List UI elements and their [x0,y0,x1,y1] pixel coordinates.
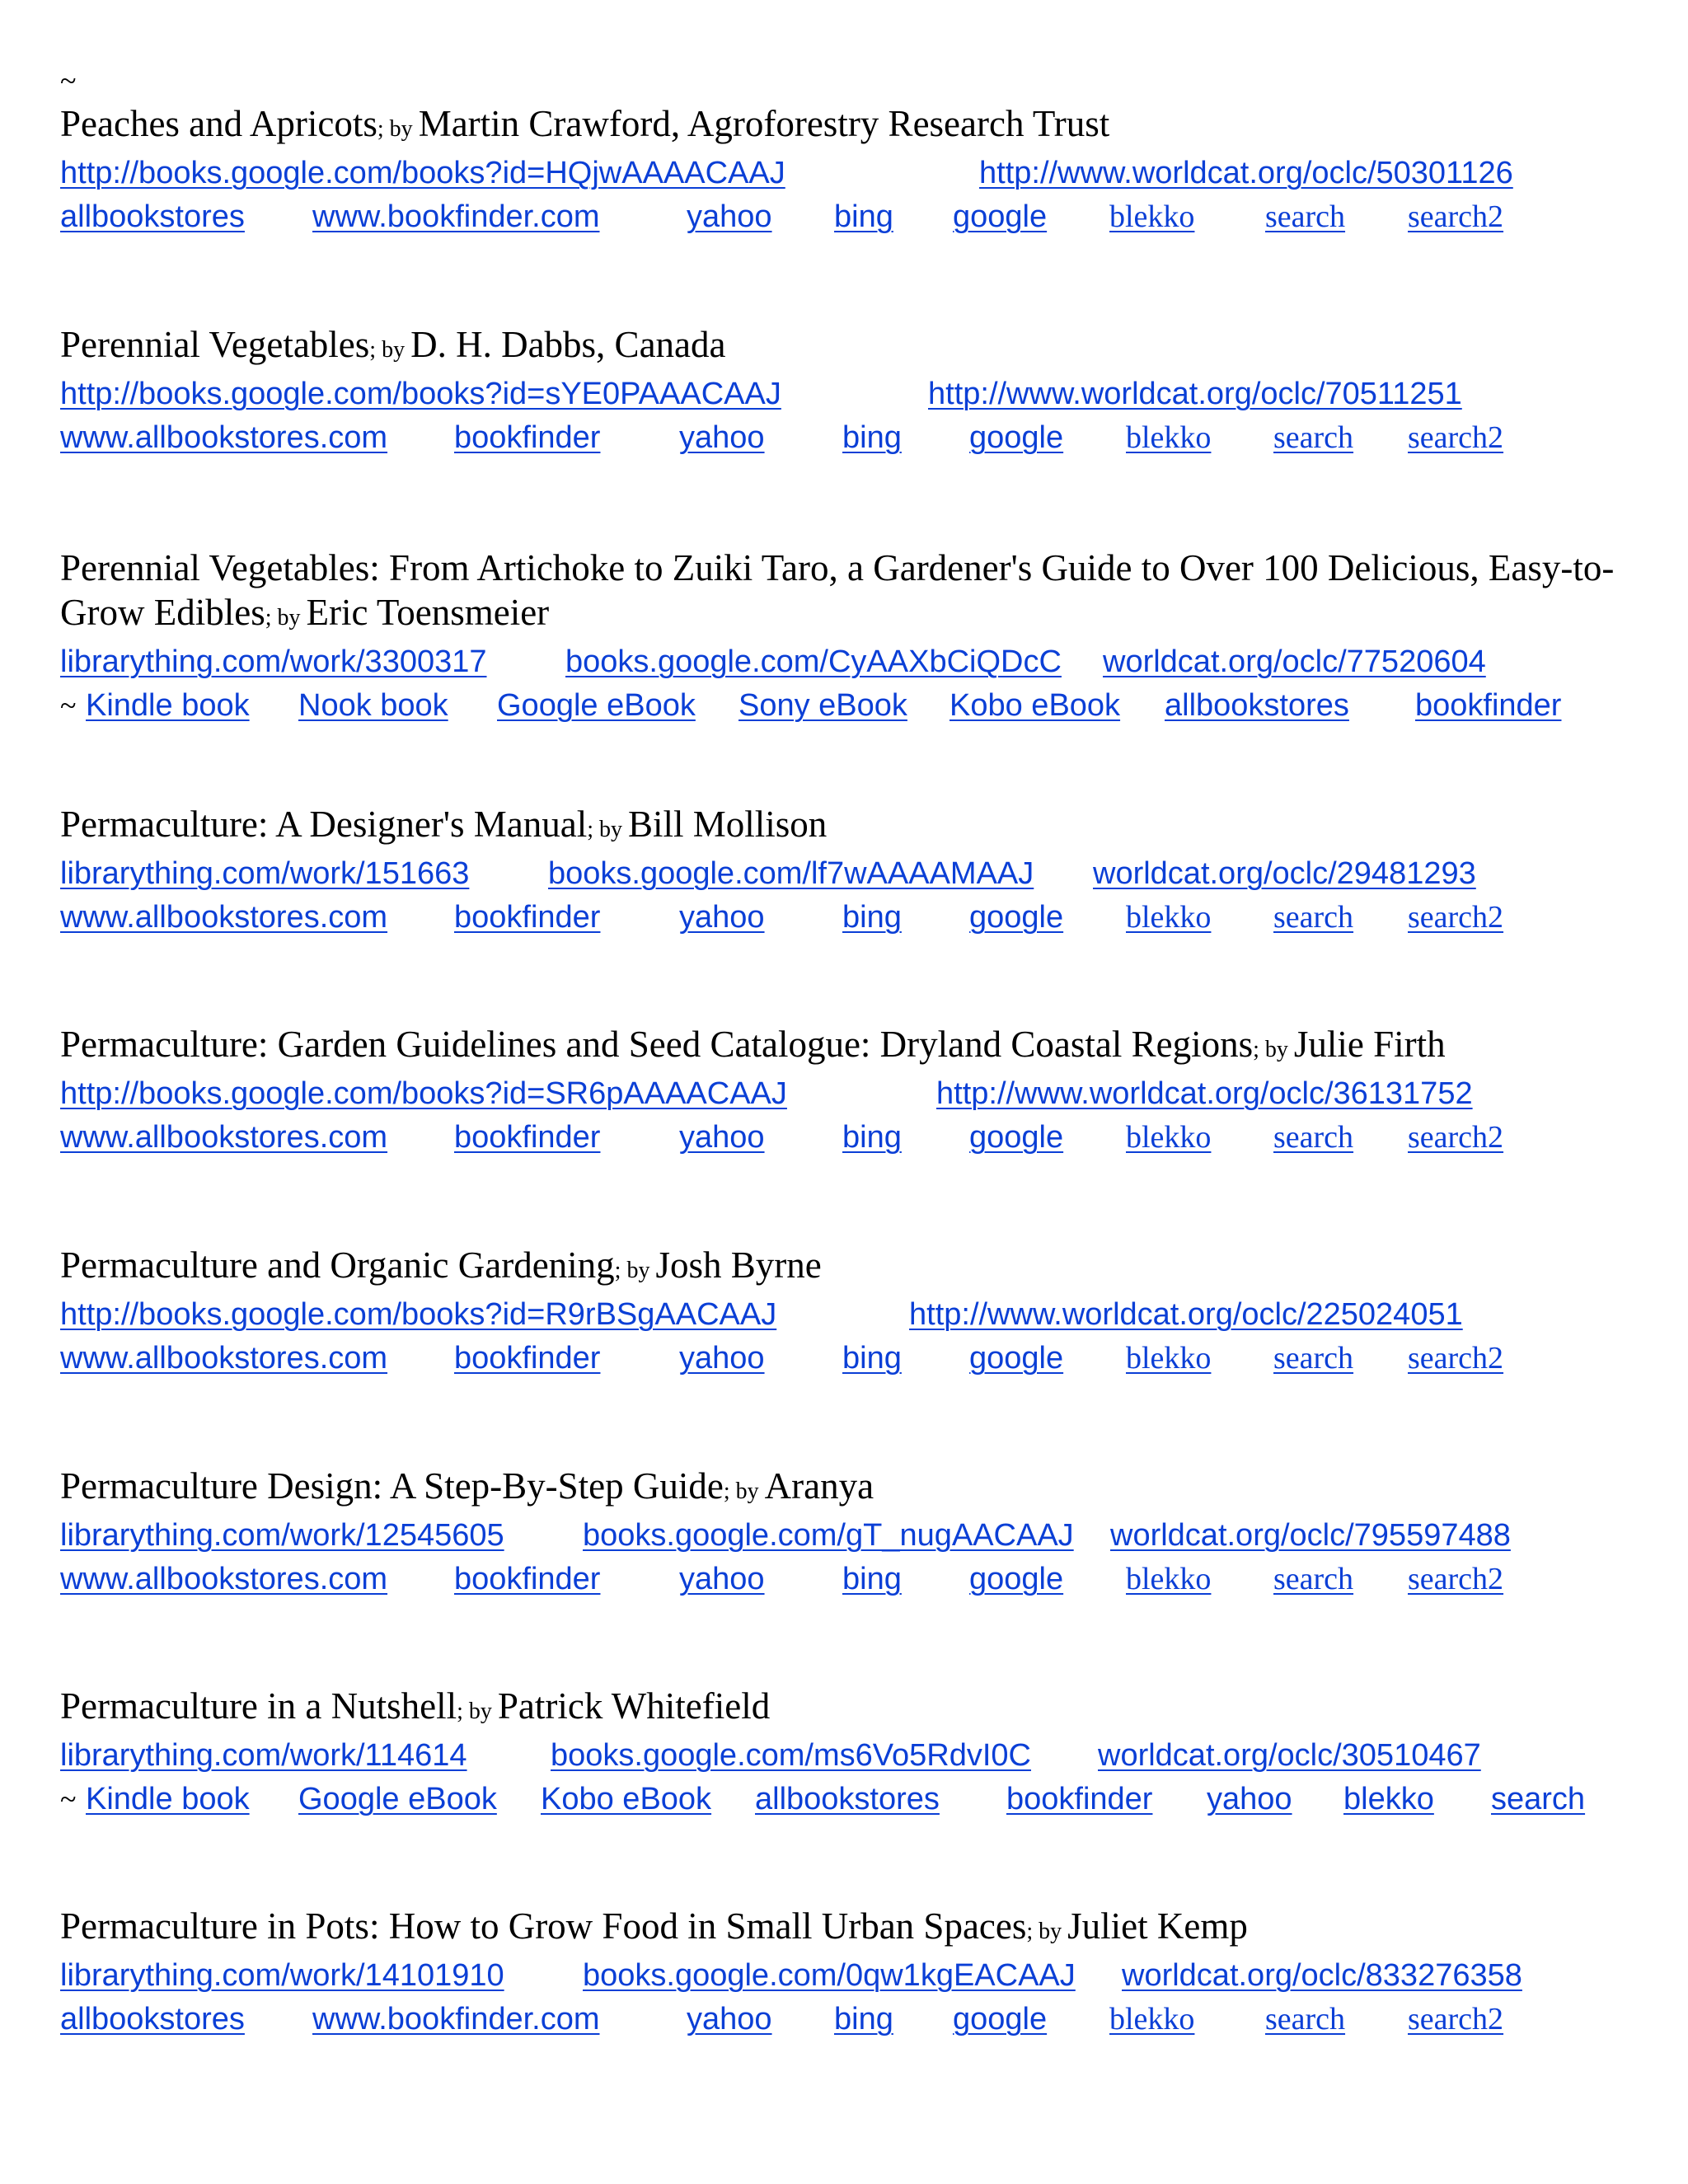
blekko-link[interactable]: blekko [1126,900,1212,935]
book-entry [60,1243,1634,1380]
bookfinder-link[interactable]: bookfinder [454,1562,601,1596]
worldcat-link[interactable]: http://www.worldcat.org/oclc/70511251 [928,377,1462,411]
book-title-line [60,802,1634,852]
by-label: ; by [1253,1037,1294,1062]
allbookstores-link[interactable]: allbookstores [1165,688,1349,723]
google-link[interactable]: google [969,1120,1064,1155]
bookfinder-link[interactable]: bookfinder [454,1120,601,1155]
search-link[interactable]: search [1273,1341,1354,1376]
search2-link[interactable]: search2 [1408,2002,1504,2036]
blekko-link[interactable]: blekko [1109,2002,1195,2036]
kobo-ebook-link[interactable]: Kobo eBook [541,1782,712,1816]
google-books-link[interactable]: books.google.com/lf7wAAAAMAAJ [548,856,1034,891]
search2-link[interactable]: search2 [1408,1120,1504,1155]
allbookstores-link[interactable]: allbookstores [755,1782,940,1816]
book-author: Juliet Kemp [1067,1905,1248,1947]
search-link[interactable]: search [1273,900,1354,935]
google-link[interactable]: google [969,420,1064,455]
google-books-link[interactable]: http://books.google.com/books?id=HQjwAAAACAAJ [60,156,785,190]
catalog-links-row [60,640,1634,684]
book-title-line [60,322,1634,373]
google-books-link[interactable]: books.google.com/gT_nugAACAAJ [583,1518,1074,1553]
book-entry [60,802,1634,940]
store-links-row [60,416,1634,460]
bookfinder-link[interactable]: bookfinder [454,900,601,935]
worldcat-link[interactable]: http://www.worldcat.org/oclc/225024051 [909,1297,1463,1332]
bing-link[interactable]: bing [842,1562,902,1596]
bing-link[interactable]: bing [834,199,893,234]
book-entry [60,1022,1634,1160]
by-label: ; by [723,1479,765,1504]
by-label: ; by [377,116,419,142]
bing-link[interactable]: bing [834,2002,893,2036]
book-title: Permaculture Design: A Step-By-Step Guide [60,1465,724,1507]
tilde-marker: ~ [60,689,77,722]
allbookstores-link[interactable]: allbookstores [60,199,245,234]
book-entry [60,1904,1634,2041]
yahoo-link[interactable]: yahoo [679,420,765,455]
librarything-link[interactable]: librarything.com/work/114614 [60,1738,467,1773]
book-title-line [60,1904,1634,1954]
worldcat-link[interactable]: http://www.worldcat.org/oclc/50301126 [979,156,1513,190]
book-author: D. H. Dabbs, Canada [410,324,726,365]
catalog-links-row [60,1072,1634,1116]
yahoo-link[interactable]: yahoo [1207,1782,1292,1816]
worldcat-link[interactable]: worldcat.org/oclc/795597488 [1110,1518,1511,1553]
search-link[interactable]: search [1273,420,1354,455]
search2-link[interactable]: search2 [1408,900,1504,935]
book-entry [60,322,1634,460]
store-links-row [60,1116,1634,1160]
store-links-row [60,1337,1634,1380]
book-entry [60,546,1634,728]
yahoo-link[interactable]: yahoo [687,199,772,234]
bing-link[interactable]: bing [842,420,902,455]
librarything-link[interactable]: librarything.com/work/3300317 [60,644,487,679]
store-links-row [60,195,1634,239]
store-links-row [60,1558,1634,1601]
bing-link[interactable]: bing [842,900,902,935]
librarything-link[interactable]: librarything.com/work/12545605 [60,1518,504,1553]
worldcat-link[interactable]: worldcat.org/oclc/29481293 [1093,856,1476,891]
book-title-line [60,1022,1634,1072]
book-title: Permaculture in Pots: How to Grow Food in Small Urban Spaces [60,1905,1027,1947]
yahoo-link[interactable]: yahoo [679,1341,765,1376]
bookfinder-link[interactable]: bookfinder [454,420,601,455]
bookfinder-link[interactable]: bookfinder [454,1341,601,1376]
store-links-row [60,896,1634,940]
book-entry [60,101,1634,239]
book-author: Patrick Whitefield [497,1685,771,1727]
kindle-book-link[interactable]: Kindle book [86,688,250,723]
book-title: Permaculture: A Designer's Manual [60,804,588,845]
book-title: Permaculture: Garden Guidelines and Seed Catalogue: Dryland Coastal Regions [60,1024,1254,1065]
bing-link[interactable]: bing [842,1120,902,1155]
blekko-link[interactable]: blekko [1126,420,1212,455]
book-author: Eric Toensmeier [306,592,550,633]
search-link[interactable]: search [1265,2002,1346,2036]
allbookstores-link[interactable]: www.allbookstores.com [60,1341,388,1376]
google-link[interactable]: google [969,900,1064,935]
book-author: Bill Mollison [628,804,828,845]
bookfinder-link[interactable]: bookfinder [1415,688,1562,723]
kobo-ebook-link[interactable]: Kobo eBook [950,688,1121,723]
nook-book-link[interactable]: Nook book [298,688,448,723]
book-title-line [60,1684,1634,1734]
book-author: Julie Firth [1293,1024,1446,1065]
allbookstores-link[interactable]: allbookstores [60,2002,245,2036]
bookfinder-link[interactable]: www.bookfinder.com [312,199,600,234]
google-books-link[interactable]: http://books.google.com/books?id=sYE0PAAACAAJ [60,377,781,411]
tilde-marker: ~ [60,1783,77,1816]
blekko-link[interactable]: blekko [1343,1782,1434,1816]
search-link[interactable]: search [1491,1782,1586,1816]
by-label: ; by [1026,1919,1068,1944]
book-author: Aranya [764,1465,874,1507]
kindle-book-link[interactable]: Kindle book [86,1782,250,1816]
allbookstores-link[interactable]: www.allbookstores.com [60,900,388,935]
google-ebook-link[interactable]: Google eBook [298,1782,497,1816]
yahoo-link[interactable]: yahoo [679,900,765,935]
by-label: ; by [369,337,411,363]
blekko-link[interactable]: blekko [1109,199,1195,234]
google-books-link[interactable]: books.google.com/ms6Vo5RdvI0C [551,1738,1031,1773]
book-title: Perennial Vegetables: From Artichoke to Zuiki Taro, a Gardener's Guide to Over 100 Delicious, Easy-to-Grow Edibles [60,547,1615,633]
by-label: ; by [457,1699,498,1724]
top-tilde-marker: ~ [60,64,77,97]
book-title: Peaches and Apricots [60,103,377,144]
book-title-line [60,101,1634,152]
search2-link[interactable]: search2 [1408,1562,1504,1596]
book-title: Perennial Vegetables [60,324,370,365]
worldcat-link[interactable]: worldcat.org/oclc/833276358 [1122,1958,1522,1993]
allbookstores-link[interactable]: www.allbookstores.com [60,420,388,455]
ebook-links-row [60,684,1634,728]
yahoo-link[interactable]: yahoo [679,1120,765,1155]
search2-link[interactable]: search2 [1408,420,1504,455]
catalog-links-row [60,852,1634,896]
google-books-link[interactable]: http://books.google.com/books?id=R9rBSgAACAAJ [60,1297,777,1332]
google-books-link[interactable]: books.google.com/0qw1kgEACAAJ [583,1958,1076,1993]
google-link[interactable]: google [969,1341,1064,1376]
google-link[interactable]: google [953,199,1048,234]
google-link[interactable]: google [953,2002,1048,2036]
book-author: Martin Crawford, Agroforestry Research Trust [418,103,1110,144]
search2-link[interactable]: search2 [1408,199,1504,234]
search2-link[interactable]: search2 [1408,1341,1504,1376]
by-label: ; by [587,817,628,842]
librarything-link[interactable]: librarything.com/work/14101910 [60,1958,504,1993]
google-ebook-link[interactable]: Google eBook [497,688,696,723]
sony-ebook-link[interactable]: Sony eBook [738,688,907,723]
book-entry [60,1684,1634,1821]
store-links-row [60,1998,1634,2041]
catalog-links-row [60,373,1634,416]
allbookstores-link[interactable]: www.allbookstores.com [60,1120,388,1155]
search-link[interactable]: search [1273,1562,1354,1596]
blekko-link[interactable]: blekko [1126,1562,1212,1596]
by-label: ; by [614,1258,656,1283]
librarything-link[interactable]: librarything.com/work/151663 [60,856,470,891]
yahoo-link[interactable]: yahoo [687,2002,772,2036]
catalog-links-row [60,1954,1634,1998]
allbookstores-link[interactable]: www.allbookstores.com [60,1562,388,1596]
google-link[interactable]: google [969,1562,1064,1596]
book-title-line [60,1243,1634,1293]
catalog-links-row [60,152,1634,195]
yahoo-link[interactable]: yahoo [679,1562,765,1596]
google-books-link[interactable]: http://books.google.com/books?id=SR6pAAAACAAJ [60,1076,787,1111]
search-link[interactable]: search [1273,1120,1354,1155]
bookfinder-link[interactable]: www.bookfinder.com [312,2002,600,2036]
by-label: ; by [265,605,307,630]
search-link[interactable]: search [1265,199,1346,234]
book-title-line [60,546,1626,640]
worldcat-link[interactable]: worldcat.org/oclc/77520604 [1103,644,1486,679]
bookfinder-link[interactable]: bookfinder [1006,1782,1153,1816]
book-title: Permaculture and Organic Gardening [60,1244,615,1286]
book-title-line [60,1464,1634,1514]
blekko-link[interactable]: blekko [1126,1120,1212,1155]
book-entry [60,1464,1634,1601]
catalog-links-row [60,1734,1634,1778]
catalog-links-row [60,1514,1634,1558]
book-author: Josh Byrne [655,1244,822,1286]
catalog-links-row [60,1293,1634,1337]
worldcat-link[interactable]: worldcat.org/oclc/30510467 [1098,1738,1481,1773]
worldcat-link[interactable]: http://www.worldcat.org/oclc/36131752 [936,1076,1473,1111]
bing-link[interactable]: bing [842,1341,902,1376]
ebook-links-row [60,1778,1634,1821]
blekko-link[interactable]: blekko [1126,1341,1212,1376]
google-books-link[interactable]: books.google.com/CyAAXbCiQDcC [565,644,1062,679]
book-title: Permaculture in a Nutshell [60,1685,457,1727]
